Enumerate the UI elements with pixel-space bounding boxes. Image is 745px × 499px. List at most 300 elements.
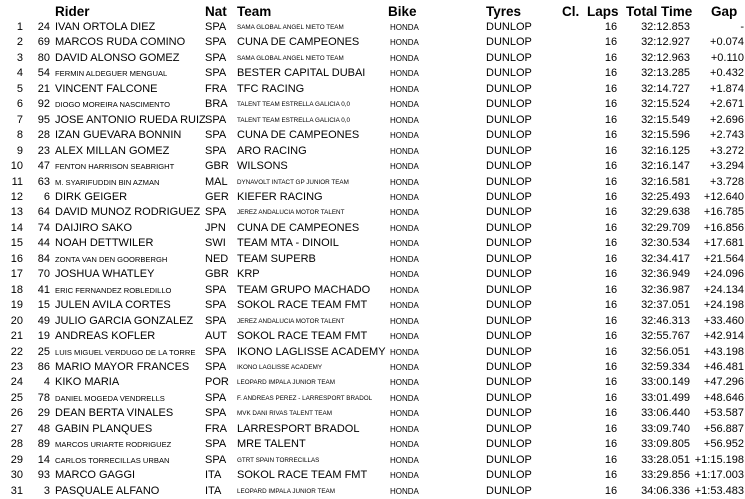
bike-cell: HONDA (390, 270, 419, 280)
rider-name-cell: DIRK GEIGER (55, 190, 128, 203)
rider-number-cell: 54 (37, 67, 50, 80)
laps-cell: 16 (604, 438, 618, 451)
total-time-cell: 32:12.963 (641, 51, 690, 64)
laps-cell: 16 (604, 484, 618, 497)
position-cell: 29 (10, 453, 23, 466)
nationality-cell: MAL (205, 175, 228, 188)
rider-name-cell: DAVID MUNOZ RODRIGUEZ (55, 206, 201, 219)
bike-cell: HONDA (390, 115, 419, 125)
position-cell: 14 (10, 221, 23, 234)
nationality-cell: SPA (205, 129, 227, 142)
nationality-cell: BRA (205, 98, 228, 111)
position-cell: 31 (10, 484, 23, 497)
table-row (0, 422, 745, 437)
total-time-cell: 33:09.740 (641, 422, 690, 435)
nationality-cell: JPN (205, 221, 226, 234)
bike-cell: HONDA (390, 208, 419, 218)
tyres-cell: DUNLOP (486, 113, 532, 126)
bike-cell: HONDA (390, 378, 419, 388)
nationality-cell: SPA (205, 206, 227, 219)
tyres-cell: DUNLOP (486, 422, 532, 435)
bike-cell: HONDA (390, 347, 419, 357)
table-row (0, 406, 745, 421)
total-time-cell: 32:37.051 (641, 299, 690, 312)
position-cell: 24 (10, 376, 23, 389)
laps-cell: 16 (604, 360, 618, 373)
total-time-cell: 33:01.499 (641, 391, 690, 404)
table-row (0, 190, 745, 205)
gap-cell: +16.785 (703, 206, 744, 219)
laps-cell: 16 (604, 129, 618, 142)
team-cell: CUNA DE CAMPEONES (237, 221, 360, 234)
gap-cell: +3.272 (710, 144, 744, 157)
gap-cell: +56.887 (703, 422, 744, 435)
tyres-cell: DUNLOP (486, 453, 532, 466)
rider-number-cell: 92 (37, 98, 50, 111)
rider-name-cell: DANIEL MOGEDA VENDRELLS (55, 393, 165, 403)
nationality-cell: SPA (205, 21, 227, 33)
nationality-cell: SPA (205, 314, 227, 327)
position-cell: 27 (10, 422, 23, 435)
laps-cell: 16 (604, 21, 618, 33)
bike-cell: HONDA (390, 38, 419, 48)
table-row (0, 252, 745, 267)
tyres-cell: DUNLOP (486, 469, 532, 482)
bike-cell: HONDA (390, 162, 419, 172)
results-table (0, 20, 745, 499)
nationality-cell: AUT (205, 330, 227, 343)
rider-name-cell: IZAN GUEVARA BONNIN (55, 129, 182, 142)
team-cell: DYNAVOLT INTACT GP JUNIOR TEAM (237, 178, 349, 186)
nationality-cell: SPA (205, 391, 227, 404)
rider-name-cell: PASQUALE ALFANO (55, 484, 160, 497)
laps-cell: 16 (604, 36, 618, 49)
table-row (0, 468, 745, 483)
nationality-cell: SPA (205, 113, 227, 126)
nationality-cell: ITA (205, 484, 222, 497)
gap-cell: +1.874 (710, 82, 744, 95)
total-time-cell: 32:14.727 (641, 82, 690, 95)
laps-cell: 16 (604, 422, 618, 435)
bike-cell: HONDA (390, 316, 419, 326)
total-time-cell: 32:16.125 (641, 144, 690, 157)
position-cell: 18 (10, 283, 23, 296)
team-cell: SOKOL RACE TEAM FMT (237, 299, 368, 312)
total-time-cell: 32:56.051 (641, 345, 690, 358)
rider-name-cell: MARCOS RUDA COMINO (55, 36, 186, 49)
laps-cell: 16 (604, 82, 618, 95)
team-cell: TEAM GRUPO MACHADO (237, 283, 371, 296)
rider-number-cell: 25 (37, 345, 50, 358)
team-cell: IKONO LAGLISSE ACADEMY (237, 363, 323, 371)
tyres-cell: DUNLOP (486, 237, 532, 250)
laps-cell: 16 (604, 175, 618, 188)
position-cell: 2 (16, 36, 23, 49)
total-time-cell: 32:15.596 (641, 129, 690, 142)
nationality-cell: GER (205, 190, 229, 203)
position-cell: 28 (10, 438, 23, 451)
team-cell: TALENT TEAM ESTRELLA GALICIA 0,0 (237, 101, 351, 109)
nationality-cell: SPA (205, 360, 227, 373)
rider-name-cell: MARCO GAGGI (55, 469, 136, 482)
gap-cell: +46.481 (703, 360, 744, 373)
laps-cell: 16 (604, 113, 618, 126)
team-cell: MVK DANI RIVAS TALENT TEAM (237, 410, 332, 418)
team-cell: MRE TALENT (237, 438, 306, 451)
bike-cell: HONDA (390, 285, 419, 295)
rider-number-cell: 21 (37, 82, 50, 95)
bike-cell: HONDA (390, 53, 419, 63)
tyres-cell: DUNLOP (486, 67, 532, 80)
tyres-cell: DUNLOP (486, 283, 532, 296)
rider-number-cell: 15 (37, 299, 50, 312)
rider-name-cell: IVAN ORTOLA DIEZ (55, 21, 156, 33)
team-cell: LARRESPORT BRADOL (237, 422, 360, 435)
nationality-cell: FRA (205, 82, 227, 95)
laps-cell: 16 (604, 144, 618, 157)
table-row (0, 35, 745, 50)
team-cell: SOKOL RACE TEAM FMT (237, 330, 368, 343)
position-cell: 3 (16, 51, 23, 64)
tyres-cell: DUNLOP (486, 314, 532, 327)
total-time-cell: 33:06.440 (641, 407, 690, 420)
gap-cell: +2.696 (710, 113, 744, 126)
team-cell: JEREZ ANDALUCIA MOTOR TALENT (237, 317, 345, 325)
bike-cell: HONDA (390, 409, 419, 419)
position-cell: 12 (10, 190, 23, 203)
table-row (0, 391, 745, 406)
laps-cell: 16 (604, 469, 618, 482)
rider-name-cell: MARCOS URIARTE RODRIGUEZ (55, 440, 172, 450)
laps-cell: 16 (604, 206, 618, 219)
rider-number-cell: 74 (37, 221, 50, 234)
laps-cell: 16 (604, 98, 618, 111)
gap-cell: +33.460 (703, 314, 744, 327)
table-row (0, 314, 745, 329)
tyres-cell: DUNLOP (486, 144, 532, 157)
team-cell: TFC RACING (237, 82, 305, 95)
tyres-cell: DUNLOP (486, 360, 532, 373)
team-cell: TEAM MTA - DINOIL (237, 237, 339, 250)
rider-name-cell: DAIJIRO SAKO (55, 221, 133, 234)
nationality-cell: SPA (205, 438, 227, 451)
total-time-cell: 32:59.334 (641, 360, 690, 373)
tyres-cell: DUNLOP (486, 391, 532, 404)
total-time-cell: 34:06.336 (641, 484, 690, 497)
nationality-cell: FRA (205, 422, 227, 435)
tyres-cell: DUNLOP (486, 438, 532, 451)
position-cell: 11 (11, 175, 23, 188)
team-cell: WILSONS (237, 160, 288, 173)
table-row (0, 144, 745, 159)
gap-cell: +47.296 (703, 376, 744, 389)
gap-cell: +3.728 (710, 175, 744, 188)
laps-cell: 16 (604, 330, 618, 343)
nationality-cell: SPA (205, 407, 227, 420)
bike-cell: HONDA (390, 254, 419, 264)
team-cell: SOKOL RACE TEAM FMT (237, 469, 368, 482)
position-cell: 4 (16, 67, 23, 80)
gap-cell: +16.856 (703, 221, 744, 234)
rider-number-cell: 70 (37, 268, 50, 281)
total-time-cell: 33:00.149 (641, 376, 690, 389)
bike-cell: HONDA (390, 84, 419, 94)
table-row (0, 329, 745, 344)
laps-cell: 16 (604, 252, 618, 265)
table-row (0, 375, 745, 390)
tyres-cell: DUNLOP (486, 129, 532, 142)
table-row (0, 66, 745, 81)
table-row (0, 484, 745, 499)
position-cell: 22 (10, 345, 23, 358)
nationality-cell: ITA (205, 469, 222, 482)
header-class: Cl. (562, 4, 580, 19)
bike-cell: HONDA (390, 393, 419, 403)
team-cell: TALENT TEAM ESTRELLA GALICIA 0,0 (237, 116, 351, 124)
gap-cell: +0.432 (710, 67, 744, 80)
tyres-cell: DUNLOP (486, 98, 532, 111)
rider-name-cell: FERMIN ALDEGUER MENGUAL (55, 69, 168, 79)
table-row (0, 437, 745, 452)
nationality-cell: SWI (205, 237, 226, 250)
rider-number-cell: 93 (37, 469, 50, 482)
team-cell: GTRT SPAIN TORRECILLAS (237, 456, 320, 464)
rider-number-cell: 6 (43, 190, 50, 203)
position-cell: 7 (16, 113, 23, 126)
tyres-cell: DUNLOP (486, 36, 532, 49)
laps-cell: 16 (604, 453, 618, 466)
gap-cell: +56.952 (703, 438, 744, 451)
rider-number-cell: 41 (37, 283, 50, 296)
gap-cell: +1:15.198 (694, 453, 744, 466)
position-cell: 6 (16, 98, 23, 111)
bike-cell: HONDA (390, 486, 419, 496)
table-row (0, 267, 745, 282)
gap-cell: +42.914 (703, 330, 744, 343)
laps-cell: 16 (604, 221, 618, 234)
table-row (0, 113, 745, 128)
laps-cell: 16 (604, 391, 618, 404)
laps-cell: 16 (604, 376, 618, 389)
table-row (0, 453, 745, 468)
position-cell: 21 (10, 330, 23, 343)
table-row (0, 97, 745, 112)
table-row (0, 159, 745, 174)
gap-cell: +24.134 (703, 283, 744, 296)
tyres-cell: DUNLOP (486, 221, 532, 234)
team-cell: CUNA DE CAMPEONES (237, 36, 360, 49)
bike-cell: HONDA (390, 177, 419, 187)
table-row (0, 236, 745, 251)
total-time-cell: 32:12.927 (641, 36, 690, 49)
position-cell: 16 (10, 252, 23, 265)
rider-name-cell: ALEX MILLAN GOMEZ (55, 144, 170, 157)
nationality-cell: SPA (205, 144, 227, 157)
nationality-cell: SPA (205, 67, 227, 80)
rider-number-cell: 63 (37, 175, 50, 188)
laps-cell: 16 (604, 51, 618, 64)
position-cell: 30 (10, 469, 23, 482)
rider-number-cell: 44 (37, 237, 50, 250)
bike-cell: HONDA (390, 23, 419, 32)
gap-cell: +2.743 (710, 129, 744, 142)
table-row (0, 128, 745, 143)
rider-name-cell: MARIO MAYOR FRANCES (55, 360, 190, 373)
rider-number-cell: 64 (37, 206, 50, 219)
tyres-cell: DUNLOP (486, 51, 532, 64)
laps-cell: 16 (604, 299, 618, 312)
team-cell: IKONO LAGLISSE ACADEMY (237, 345, 386, 358)
rider-name-cell: NOAH DETTWILER (55, 237, 154, 250)
total-time-cell: 33:09.805 (641, 438, 690, 451)
laps-cell: 16 (604, 314, 618, 327)
total-time-cell: 32:34.417 (641, 252, 690, 265)
table-row (0, 205, 745, 220)
rider-number-cell: 23 (37, 144, 50, 157)
nationality-cell: GBR (205, 160, 229, 173)
gap-cell: +17.681 (703, 237, 744, 250)
total-time-cell: 33:29.856 (641, 469, 690, 482)
rider-name-cell: JULIO GARCIA GONZALEZ (55, 314, 194, 327)
rider-number-cell: 69 (37, 36, 50, 49)
position-cell: 15 (10, 237, 23, 250)
bike-cell: HONDA (390, 146, 419, 156)
team-cell: CUNA DE CAMPEONES (237, 129, 360, 142)
table-row (0, 20, 745, 35)
nationality-cell: SPA (205, 51, 227, 64)
laps-cell: 16 (604, 283, 618, 296)
header-team: Team (237, 4, 272, 19)
table-row (0, 221, 745, 236)
rider-name-cell: KIKO MARIA (55, 376, 120, 389)
laps-cell: 16 (604, 268, 618, 281)
rider-name-cell: DAVID ALONSO GOMEZ (55, 51, 180, 64)
gap-cell: +0.110 (710, 51, 744, 64)
table-row (0, 345, 745, 360)
table-row (0, 82, 745, 97)
gap-cell: +43.198 (703, 345, 744, 358)
gap-cell: +1:17.003 (694, 469, 744, 482)
gap-cell: - (740, 21, 744, 33)
rider-number-cell: 89 (37, 438, 50, 451)
position-cell: 19 (10, 299, 23, 312)
total-time-cell: 32:25.493 (641, 190, 690, 203)
header-laps: Laps (587, 4, 619, 19)
rider-name-cell: DEAN BERTA VINALES (55, 407, 174, 420)
nationality-cell: POR (205, 376, 229, 389)
header-tyres: Tyres (486, 4, 522, 19)
table-header (0, 0, 745, 20)
tyres-cell: DUNLOP (486, 345, 532, 358)
bike-cell: HONDA (390, 301, 419, 311)
nationality-cell: SPA (205, 345, 227, 358)
rider-name-cell: DIOGO MOREIRA NASCIMENTO (55, 100, 171, 110)
total-time-cell: 32:46.313 (641, 314, 690, 327)
bike-cell: HONDA (390, 131, 419, 141)
total-time-cell: 32:29.638 (641, 206, 690, 219)
rider-number-cell: 4 (43, 376, 50, 389)
gap-cell: +53.587 (703, 407, 744, 420)
team-cell: F. ANDREAS PEREZ - LARRESPORT BRADOL (237, 394, 373, 402)
rider-number-cell: 84 (37, 252, 50, 265)
bike-cell: HONDA (390, 239, 419, 249)
rider-number-cell: 78 (37, 391, 50, 404)
total-time-cell: 32:29.709 (641, 221, 690, 234)
tyres-cell: DUNLOP (486, 175, 532, 188)
total-time-cell: 33:28.051 (641, 453, 690, 466)
header-total-time: Total Time (626, 4, 693, 19)
gap-cell: +1:53.483 (694, 484, 744, 497)
rider-name-cell: ZONTA VAN DEN GOORBERGH (55, 254, 168, 264)
rider-number-cell: 3 (43, 484, 50, 497)
nationality-cell: NED (205, 252, 229, 265)
team-cell: JEREZ ANDALUCIA MOTOR TALENT (237, 209, 345, 217)
position-cell: 1 (16, 21, 23, 33)
tyres-cell: DUNLOP (486, 21, 532, 33)
bike-cell: HONDA (390, 332, 419, 342)
position-cell: 5 (16, 82, 23, 95)
rider-number-cell: 49 (37, 314, 50, 327)
tyres-cell: DUNLOP (486, 299, 532, 312)
rider-number-cell: 86 (37, 360, 50, 373)
nationality-cell: SPA (205, 299, 227, 312)
rider-name-cell: JOSHUA WHATLEY (55, 268, 155, 281)
nationality-cell: GBR (205, 268, 229, 281)
total-time-cell: 32:55.767 (641, 330, 690, 343)
rider-name-cell: CARLOS TORRECILLAS URBAN (55, 455, 170, 465)
header-rider: Rider (55, 4, 90, 19)
team-cell: ARO RACING (237, 144, 307, 157)
laps-cell: 16 (604, 407, 618, 420)
position-cell: 20 (10, 314, 23, 327)
table-row (0, 360, 745, 375)
total-time-cell: 32:15.549 (641, 113, 690, 126)
rider-number-cell: 95 (37, 113, 50, 126)
bike-cell: HONDA (390, 192, 419, 202)
bike-cell: HONDA (390, 455, 419, 465)
header-gap: Gap (711, 4, 738, 19)
position-cell: 10 (10, 160, 23, 173)
tyres-cell: DUNLOP (486, 330, 532, 343)
total-time-cell: 32:30.534 (641, 237, 690, 250)
rider-number-cell: 80 (37, 51, 50, 64)
tyres-cell: DUNLOP (486, 206, 532, 219)
tyres-cell: DUNLOP (486, 82, 532, 95)
laps-cell: 16 (604, 345, 618, 358)
gap-cell: +48.646 (703, 391, 744, 404)
rider-number-cell: 48 (37, 422, 50, 435)
tyres-cell: DUNLOP (486, 268, 532, 281)
rider-number-cell: 14 (37, 453, 50, 466)
rider-name-cell: ANDREAS KOFLER (55, 330, 156, 343)
total-time-cell: 32:12.853 (641, 21, 690, 33)
total-time-cell: 32:36.949 (641, 268, 690, 281)
position-cell: 23 (10, 360, 23, 373)
laps-cell: 16 (604, 67, 618, 80)
tyres-cell: DUNLOP (486, 252, 532, 265)
team-cell: SAMA GLOBAL ANGEL NIETO TEAM (237, 54, 344, 62)
team-cell: KIEFER RACING (237, 190, 323, 203)
total-time-cell: 32:15.524 (641, 98, 690, 111)
gap-cell: +24.096 (703, 268, 744, 281)
gap-cell: +0.074 (710, 36, 744, 49)
tyres-cell: DUNLOP (486, 376, 532, 389)
gap-cell: +12.640 (703, 190, 744, 203)
laps-cell: 16 (604, 237, 618, 250)
bike-cell: HONDA (390, 100, 419, 110)
team-cell: LEOPARD IMPALA JUNIOR TEAM (237, 487, 335, 495)
table-row (0, 298, 745, 313)
